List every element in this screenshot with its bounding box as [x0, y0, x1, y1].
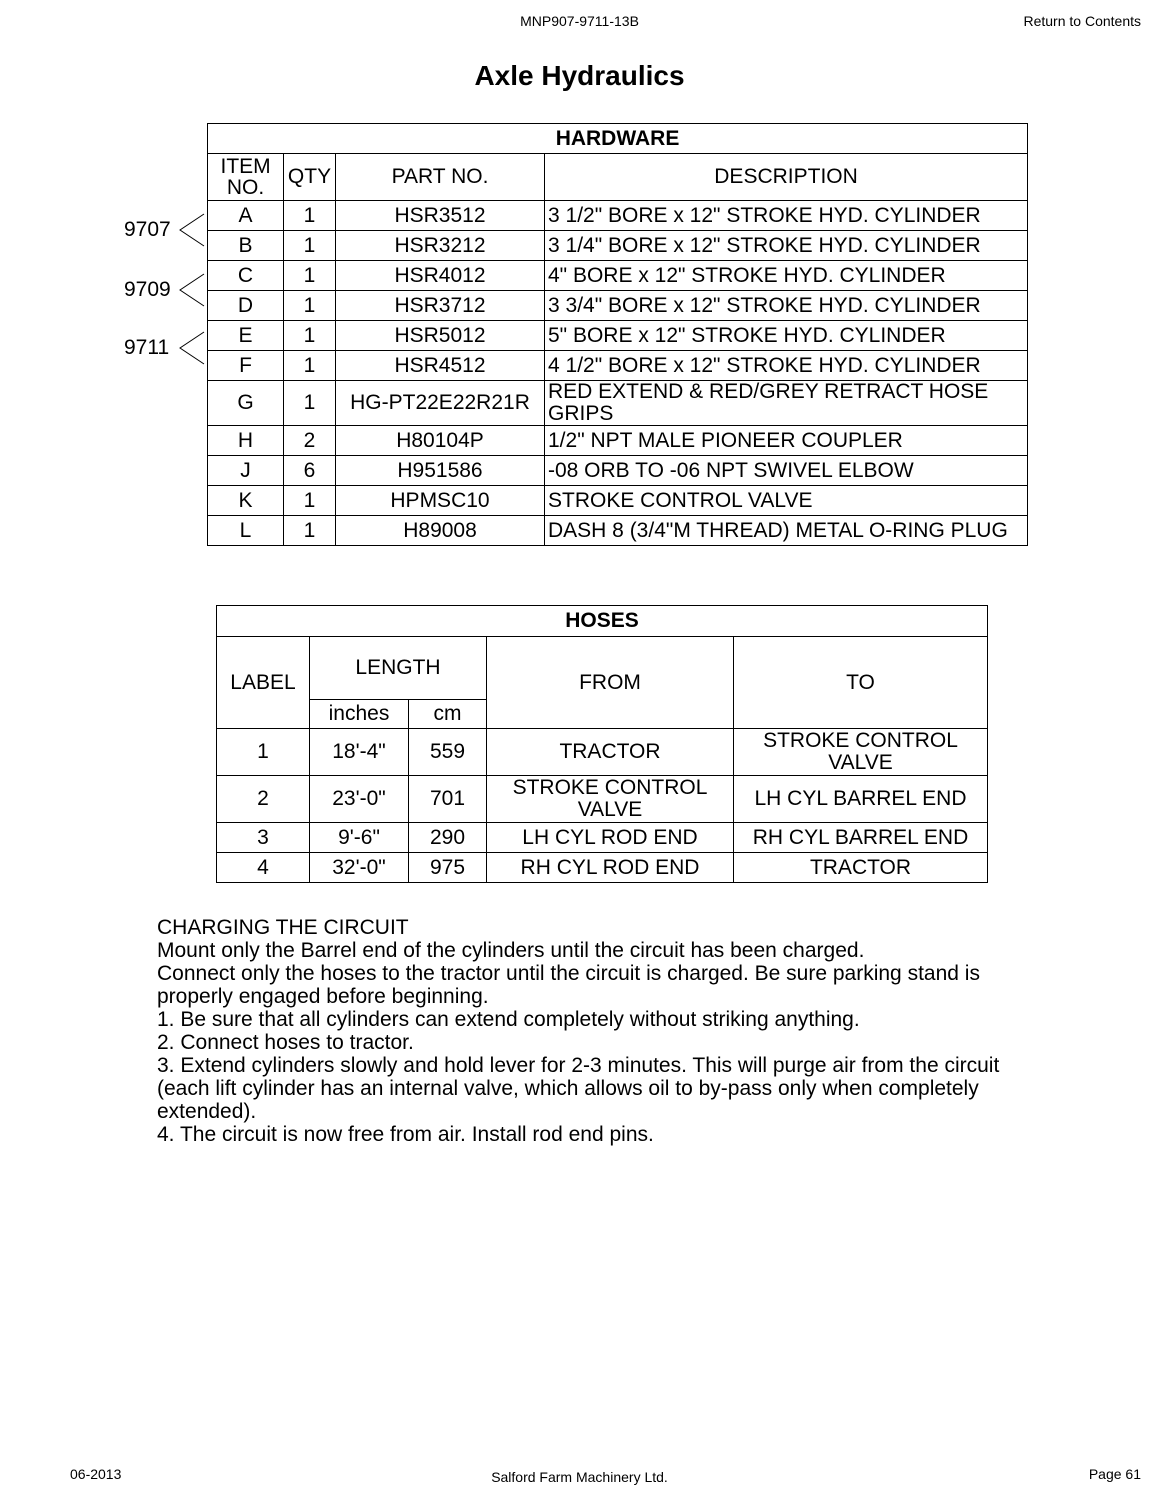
column-header-item — [208, 154, 284, 201]
hardware-table — [207, 123, 1028, 546]
hardware-table-title: HARDWARE — [208, 124, 1028, 154]
cell-label: 1 — [217, 729, 310, 776]
table-row — [208, 321, 1028, 351]
cell-part: HSR4512 — [336, 351, 545, 381]
column-header-length: LENGTH — [310, 637, 487, 700]
cell-item: L — [208, 516, 284, 546]
return-to-contents-link[interactable]: Return to Contents — [1023, 13, 1141, 29]
footer-page-number: Page 61 — [1088, 1466, 1141, 1482]
footer-company: Salford Farm Machinery Ltd. — [491, 1469, 668, 1485]
cell-description: 4 1/2" BORE x 12" STROKE HYD. CYLINDER — [545, 351, 1028, 381]
column-header-qty: QTY — [284, 154, 336, 201]
cell-part: HSR3512 — [336, 201, 545, 231]
cell-inches: 32'-0" — [310, 853, 409, 883]
cell-description: 3 1/2" BORE x 12" STROKE HYD. CYLINDER — [545, 201, 1028, 231]
cell-item: K — [208, 486, 284, 516]
table-row — [217, 729, 988, 776]
cell-part: HSR3212 — [336, 231, 545, 261]
cell-to: TRACTOR — [734, 853, 988, 883]
cell-item: F — [208, 351, 284, 381]
cell-part: HPMSC10 — [336, 486, 545, 516]
table-row — [208, 381, 1028, 426]
charging-step: 3. Extend cylinders slowly and hold lever for 2-3 minutes. This will purge air from the circuit (each lift cylinder has an internal valve, which allows oil to by-pass only when completely extended). — [157, 1054, 1000, 1123]
column-header-label: LABEL — [217, 637, 310, 729]
cell-to: LH CYL BARREL END — [734, 776, 988, 823]
cell-part: H80104P — [336, 426, 545, 456]
cell-from: LH CYL ROD END — [487, 823, 734, 853]
cell-label: 4 — [217, 853, 310, 883]
cell-qty: 1 — [284, 201, 336, 231]
cell-description: 1/2" NPT MALE PIONEER COUPLER — [545, 426, 1028, 456]
cell-part: HSR4012 — [336, 261, 545, 291]
footer-date: 06-2013 — [70, 1466, 122, 1482]
table-row — [217, 823, 988, 853]
cell-cm: 975 — [409, 853, 487, 883]
charging-step: 1. Be sure that all cylinders can extend completely without striking anything. — [157, 1008, 860, 1031]
cell-qty: 1 — [284, 321, 336, 351]
hoses-table — [216, 605, 988, 883]
column-header-description: DESCRIPTION — [545, 154, 1028, 201]
cell-item: A — [208, 201, 284, 231]
cell-item: D — [208, 291, 284, 321]
charging-instructions — [157, 916, 1057, 1146]
charging-step: 2. Connect hoses to tractor. — [157, 1031, 414, 1054]
cell-qty: 1 — [284, 291, 336, 321]
cell-qty: 1 — [284, 261, 336, 291]
cell-qty: 6 — [284, 456, 336, 486]
cell-qty: 1 — [284, 516, 336, 546]
cell-item: B — [208, 231, 284, 261]
table-row — [208, 231, 1028, 261]
cell-inches: 23'-0" — [310, 776, 409, 823]
bracket-arrow-icon — [178, 272, 208, 316]
cell-to: RH CYL BARREL END — [734, 823, 988, 853]
cell-description: 3 1/4" BORE x 12" STROKE HYD. CYLINDER — [545, 231, 1028, 261]
model-group-label: 9707 — [124, 218, 171, 241]
cell-part: HSR3712 — [336, 291, 545, 321]
model-group-9711 — [124, 336, 214, 366]
cell-item: G — [208, 381, 284, 426]
cell-label: 3 — [217, 823, 310, 853]
cell-cm: 290 — [409, 823, 487, 853]
table-row — [208, 456, 1028, 486]
cell-cm: 559 — [409, 729, 487, 776]
cell-part: HG-PT22E22R21R — [336, 381, 545, 426]
cell-qty: 1 — [284, 381, 336, 426]
cell-from: STROKE CONTROL VALVE — [487, 776, 734, 823]
charging-paragraph: Mount only the Barrel end of the cylinders until the circuit has been charged. — [157, 939, 865, 962]
table-row — [217, 853, 988, 883]
cell-description: 5" BORE x 12" STROKE HYD. CYLINDER — [545, 321, 1028, 351]
column-header-item-text: ITEM NO. — [220, 155, 271, 199]
model-group-label: 9711 — [124, 336, 170, 359]
charging-heading: CHARGING THE CIRCUIT — [157, 916, 409, 939]
cell-qty: 1 — [284, 486, 336, 516]
cell-part: HSR5012 — [336, 321, 545, 351]
table-row — [208, 261, 1028, 291]
table-row — [208, 486, 1028, 516]
model-group-9709 — [124, 278, 214, 308]
cell-cm: 701 — [409, 776, 487, 823]
cell-description: -08 ORB TO -06 NPT SWIVEL ELBOW — [545, 456, 1028, 486]
cell-inches: 18'-4" — [310, 729, 409, 776]
table-row — [217, 776, 988, 823]
table-row — [208, 351, 1028, 381]
cell-qty: 1 — [284, 351, 336, 381]
cell-description: 3 3/4" BORE x 12" STROKE HYD. CYLINDER — [545, 291, 1028, 321]
cell-label: 2 — [217, 776, 310, 823]
column-header-cm: cm — [409, 700, 487, 729]
cell-description: RED EXTEND & RED/GREY RETRACT HOSE GRIPS — [545, 381, 1028, 426]
table-row — [208, 426, 1028, 456]
cell-from: RH CYL ROD END — [487, 853, 734, 883]
cell-inches: 9'-6" — [310, 823, 409, 853]
cell-to: STROKE CONTROL VALVE — [734, 729, 988, 776]
cell-description: DASH 8 (3/4"M THREAD) METAL O-RING PLUG — [545, 516, 1028, 546]
page-title: Axle Hydraulics — [474, 60, 685, 91]
bracket-arrow-icon — [178, 330, 208, 374]
model-group-9707 — [124, 218, 214, 248]
table-row — [208, 201, 1028, 231]
model-group-label: 9709 — [124, 278, 171, 301]
column-header-to: TO — [734, 637, 988, 729]
cell-item: E — [208, 321, 284, 351]
column-header-inches: inches — [310, 700, 409, 729]
hoses-table-title: HOSES — [217, 606, 988, 637]
cell-item: H — [208, 426, 284, 456]
charging-paragraph: Connect only the hoses to the tractor until the circuit is charged. Be sure parking stand is properly engaged before beginning. — [157, 962, 980, 1008]
cell-part: H951586 — [336, 456, 545, 486]
cell-item: C — [208, 261, 284, 291]
document-id: MNP907-9711-13B — [520, 13, 639, 29]
cell-description: STROKE CONTROL VALVE — [545, 486, 1028, 516]
cell-part: H89008 — [336, 516, 545, 546]
cell-from: TRACTOR — [487, 729, 734, 776]
bracket-arrow-icon — [178, 212, 208, 256]
table-row — [208, 516, 1028, 546]
column-header-from: FROM — [487, 637, 734, 729]
cell-qty: 2 — [284, 426, 336, 456]
charging-step: 4. The circuit is now free from air. Install rod end pins. — [157, 1123, 654, 1146]
cell-item: J — [208, 456, 284, 486]
cell-qty: 1 — [284, 231, 336, 261]
table-row — [208, 291, 1028, 321]
cell-description: 4" BORE x 12" STROKE HYD. CYLINDER — [545, 261, 1028, 291]
column-header-part: PART NO. — [336, 154, 545, 201]
